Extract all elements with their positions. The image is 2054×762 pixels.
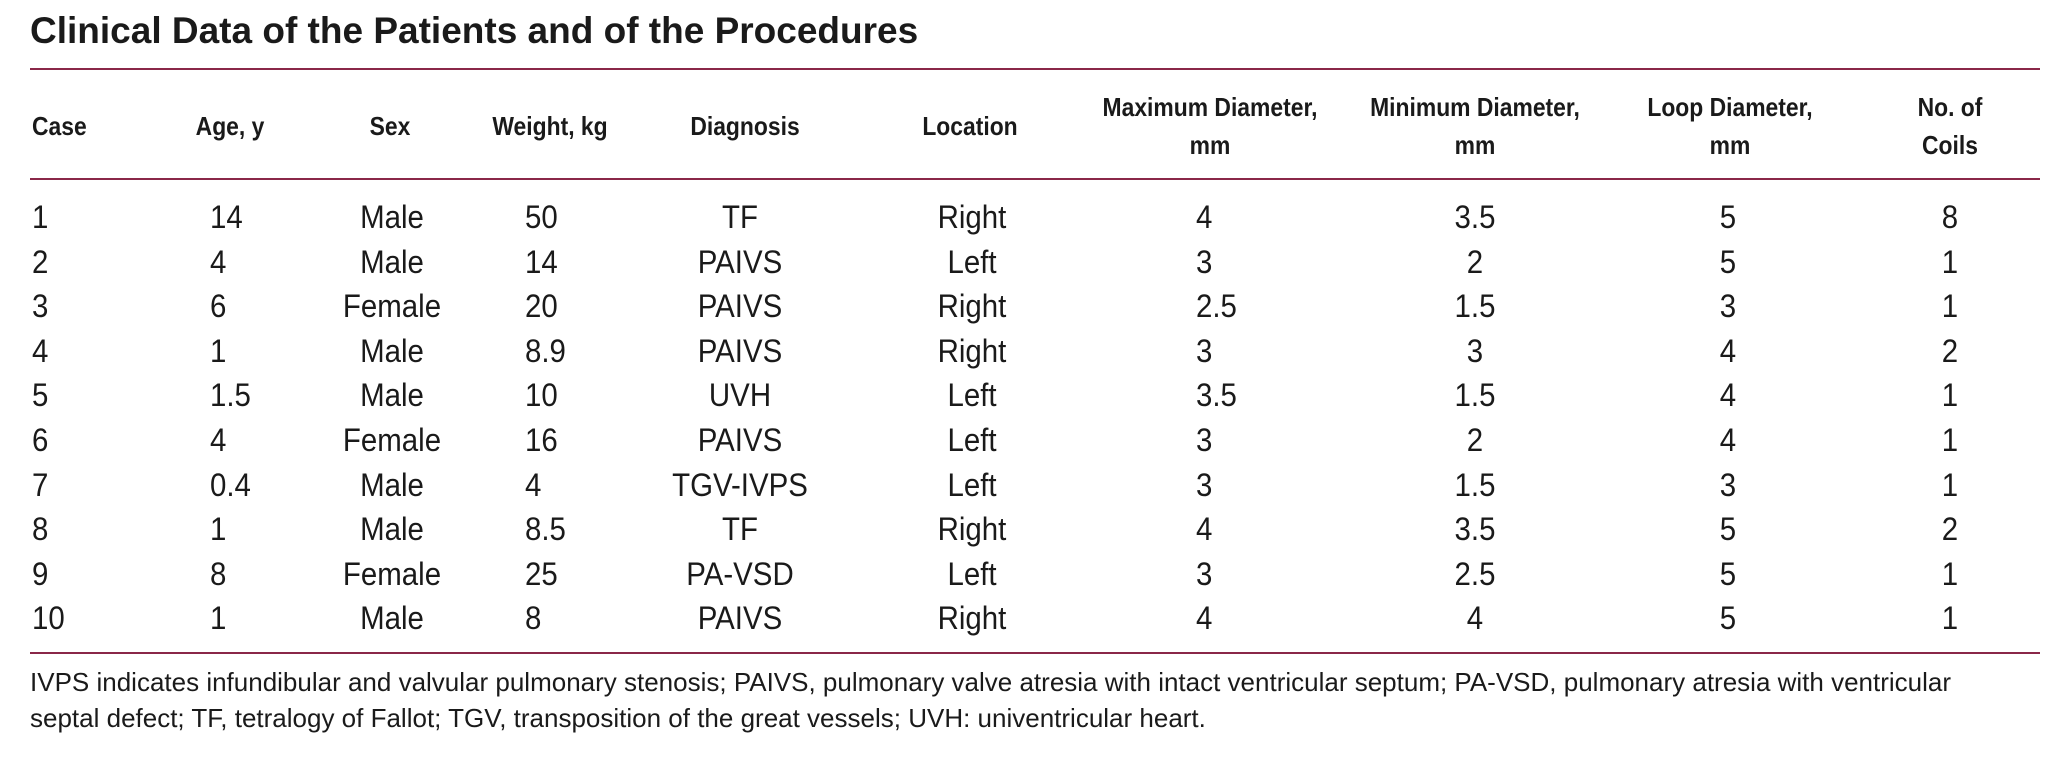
cell-age: 1: [210, 600, 227, 637]
cell-location: Left: [947, 555, 997, 592]
table-row: [0, 552, 2054, 597]
page-title: Clinical Data of the Patients and of the Procedures: [30, 10, 919, 51]
cell-weight: 8.9: [525, 332, 566, 369]
column-header-weight: [480, 84, 621, 168]
cell-case: 2: [32, 243, 49, 280]
cell-diagnosis: PAIVS: [697, 421, 783, 458]
cell-min-diam: 3.5: [1454, 511, 1496, 548]
cell-location: Right: [937, 332, 1007, 369]
column-header-line: Minimum Diameter,: [1370, 92, 1580, 122]
cell-weight: 20: [525, 288, 558, 325]
cell-max-diam: 3: [1196, 555, 1213, 592]
cell-max-diam: 3: [1196, 421, 1213, 458]
cell-case: 1: [32, 199, 49, 235]
column-header-line: Age, y: [195, 111, 265, 141]
cell-diagnosis: PA-VSD: [686, 555, 794, 592]
cell-location: Right: [937, 511, 1007, 548]
cell-case: 6: [32, 421, 49, 458]
table-top-rule: [30, 68, 2040, 70]
cell-weight: 8: [525, 600, 542, 637]
cell-sex: Male: [360, 377, 424, 414]
column-header-line: mm: [1454, 130, 1496, 160]
column-header-age: [177, 84, 283, 168]
cell-max-diam: 4: [1196, 511, 1213, 548]
cell-min-diam: 3: [1466, 332, 1484, 369]
column-header-line: Coils: [1922, 130, 1978, 160]
cell-min-diam: 2: [1466, 421, 1484, 458]
cell-case: 7: [32, 466, 49, 503]
cell-max-diam: 4: [1196, 199, 1213, 235]
cell-max-diam: 2.5: [1196, 288, 1237, 325]
cell-sex: Male: [360, 600, 424, 637]
cell-sex: Female: [342, 555, 442, 592]
column-header-line: Weight, kg: [492, 111, 608, 141]
cell-sex: Male: [360, 466, 424, 503]
cell-location: Right: [937, 199, 1007, 235]
table-row: [0, 463, 2054, 508]
column-header-case: [32, 84, 120, 168]
cell-coils: 1: [1941, 377, 1959, 414]
table-footnote: [30, 664, 2050, 736]
column-header-min-diam: [1361, 84, 1590, 168]
cell-sex: Male: [360, 332, 424, 369]
cell-location: Left: [947, 377, 997, 414]
column-header-line: Diagnosis: [690, 111, 800, 141]
cell-diagnosis: TF: [722, 199, 758, 235]
cell-min-diam: 1.5: [1454, 377, 1496, 414]
cell-weight: 50: [525, 199, 558, 235]
column-header-line: mm: [1189, 130, 1231, 160]
cell-location: Right: [937, 288, 1007, 325]
cell-case: 3: [32, 288, 49, 325]
table-row: [0, 596, 2054, 641]
cell-max-diam: 3: [1196, 243, 1213, 280]
footnote-line: IVPS indicates infundibular and valvular pulmonary stenosis; PAIVS, pulmonary valve atresia with intact ventricular septum; PA-VSD, pulmonary atresia with ventricular: [30, 667, 1952, 697]
cell-min-diam: 1.5: [1454, 466, 1496, 503]
cell-diagnosis: TF: [722, 511, 758, 548]
cell-loop-diam: 5: [1719, 199, 1737, 235]
cell-coils: 1: [1941, 288, 1959, 325]
cell-location: Left: [947, 243, 997, 280]
footnote-line: septal defect; TF, tetralogy of Fallot; TGV, transposition of the great vessels; UVH: univentricular heart.: [30, 703, 1206, 733]
cell-diagnosis: TGV-IVPS: [672, 466, 808, 503]
column-header-max-diam: [1096, 84, 1325, 168]
cell-min-diam: 4: [1466, 600, 1484, 637]
cell-weight: 10: [525, 377, 558, 414]
column-header-line: Location: [922, 111, 1018, 141]
cell-weight: 16: [525, 421, 558, 458]
cell-coils: 1: [1941, 243, 1959, 280]
cell-age: 1.5: [210, 377, 251, 414]
cell-coils: 1: [1941, 466, 1959, 503]
column-header-location: [900, 84, 1041, 168]
table-row: [0, 240, 2054, 285]
cell-max-diam: 3: [1196, 332, 1213, 369]
cell-coils: 1: [1941, 555, 1959, 592]
cell-sex: Male: [360, 511, 424, 548]
cell-min-diam: 2.5: [1454, 555, 1496, 592]
column-header-line: No. of: [1917, 92, 1983, 122]
column-header-sex: [337, 84, 443, 168]
cell-case: 4: [32, 332, 49, 369]
cell-min-diam: 3.5: [1454, 199, 1496, 235]
column-header-line: mm: [1709, 130, 1751, 160]
cell-loop-diam: 4: [1719, 377, 1737, 414]
column-header-line: Case: [32, 111, 87, 141]
cell-weight: 14: [525, 243, 558, 280]
cell-coils: 1: [1941, 600, 1959, 637]
cell-age: 1: [210, 332, 227, 369]
cell-min-diam: 1.5: [1454, 288, 1496, 325]
cell-age: 4: [210, 243, 227, 280]
cell-coils: 8: [1941, 199, 1959, 235]
cell-diagnosis: UVH: [708, 377, 772, 414]
cell-loop-diam: 5: [1719, 511, 1737, 548]
cell-age: 4: [210, 421, 227, 458]
cell-diagnosis: PAIVS: [697, 600, 783, 637]
cell-location: Left: [947, 466, 997, 503]
cell-loop-diam: 5: [1719, 600, 1737, 637]
cell-case: 9: [32, 555, 49, 592]
cell-diagnosis: PAIVS: [697, 243, 783, 280]
cell-case: 10: [32, 600, 65, 637]
cell-sex: Female: [342, 288, 442, 325]
table-row: [0, 329, 2054, 374]
cell-age: 1: [210, 511, 227, 548]
column-header-line: Sex: [369, 111, 411, 141]
cell-age: 0.4: [210, 466, 251, 503]
column-header-line: Maximum Diameter,: [1102, 92, 1318, 122]
cell-sex: Male: [360, 199, 424, 235]
cell-weight: 8.5: [525, 511, 566, 548]
cell-sex: Male: [360, 243, 424, 280]
cell-age: 14: [210, 199, 243, 235]
column-header-loop-diam: [1624, 84, 1835, 168]
table-row: [0, 507, 2054, 552]
cell-diagnosis: PAIVS: [697, 332, 783, 369]
table-bottom-rule: [30, 652, 2040, 654]
cell-coils: 1: [1941, 421, 1959, 458]
cell-loop-diam: 3: [1719, 288, 1737, 325]
cell-sex: Female: [342, 421, 442, 458]
column-header-diagnosis: [670, 84, 820, 168]
cell-loop-diam: 4: [1719, 421, 1737, 458]
cell-min-diam: 2: [1466, 243, 1484, 280]
cell-coils: 2: [1941, 511, 1959, 548]
cell-loop-diam: 5: [1719, 243, 1737, 280]
cell-loop-diam: 3: [1719, 466, 1737, 503]
cell-weight: 4: [525, 466, 542, 503]
column-header-line: Loop Diameter,: [1647, 92, 1813, 122]
column-header-coils: [1888, 84, 2011, 168]
table-row: [0, 284, 2054, 329]
cell-diagnosis: PAIVS: [697, 288, 783, 325]
cell-max-diam: 4: [1196, 600, 1213, 637]
table-row: [0, 195, 2054, 240]
table-header-rule: [30, 178, 2040, 180]
cell-location: Right: [937, 600, 1007, 637]
cell-location: Left: [947, 421, 997, 458]
cell-case: 5: [32, 377, 49, 414]
cell-loop-diam: 5: [1719, 555, 1737, 592]
cell-coils: 2: [1941, 332, 1959, 369]
table-row: [0, 418, 2054, 463]
cell-max-diam: 3: [1196, 466, 1213, 503]
cell-case: 8: [32, 511, 49, 548]
cell-age: 8: [210, 555, 227, 592]
table-body: [0, 195, 2054, 641]
cell-weight: 25: [525, 555, 558, 592]
cell-max-diam: 3.5: [1196, 377, 1237, 414]
cell-age: 6: [210, 288, 227, 325]
table-row: [0, 373, 2054, 418]
cell-loop-diam: 4: [1719, 332, 1737, 369]
